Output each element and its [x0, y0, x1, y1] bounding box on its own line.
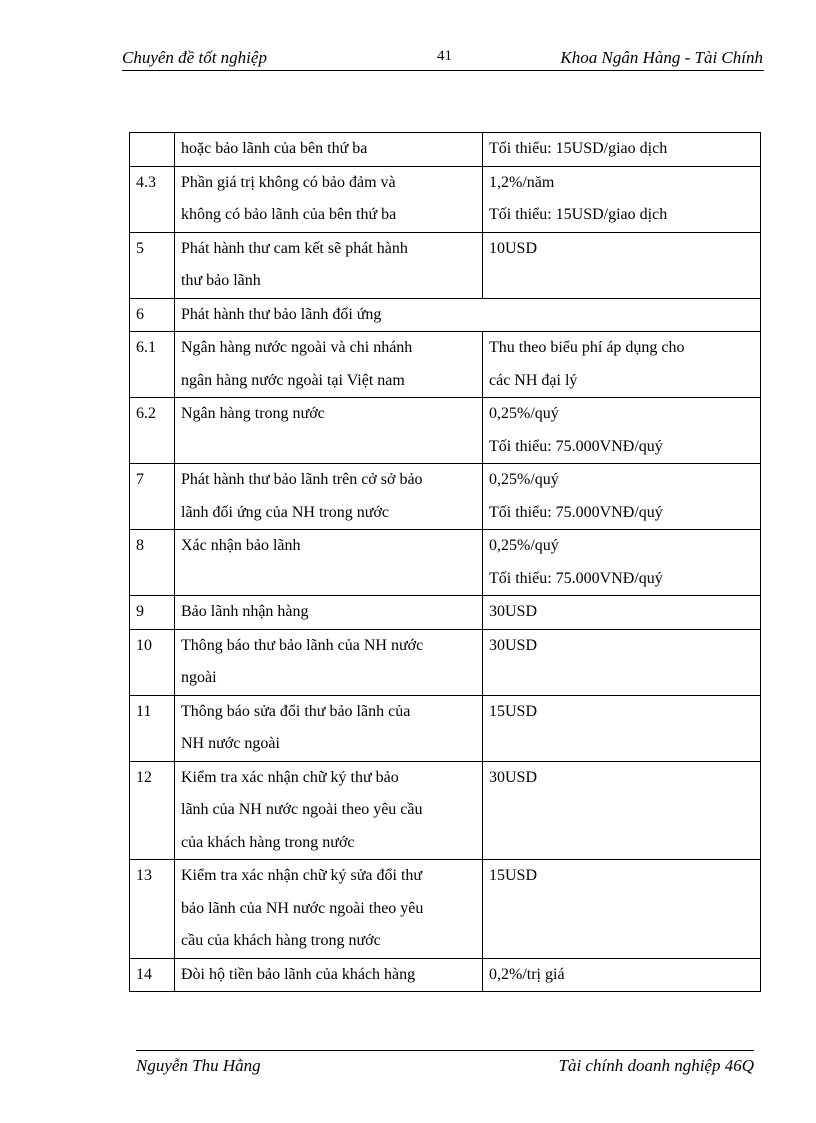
fee-line: 30USD [489, 603, 538, 620]
fee-table-body [130, 133, 761, 992]
description-line: Phát hành thư bảo lãnh trên cở sở bảo [181, 471, 423, 488]
row-number: 11 [130, 695, 175, 761]
description-line: Thông báo sửa đổi thư bảo lãnh của [181, 702, 411, 720]
service-description [175, 629, 483, 695]
description-line: Thông báo thư bảo lãnh của NH nước [181, 636, 424, 654]
fee-line: Tối thiểu: 15USD/giao dịch [489, 206, 668, 223]
description-line: Kiểm tra xác nhận chữ ký sửa đổi thư [181, 867, 423, 884]
fee-value [483, 232, 761, 298]
fee-value [483, 332, 761, 398]
row-number: 9 [130, 596, 175, 630]
fee-line: 1,2%/năm [489, 173, 555, 191]
row-number: 12 [130, 761, 175, 860]
fee-value [483, 166, 761, 232]
table-row [130, 133, 761, 167]
fee-value [483, 464, 761, 530]
header-document-title: Chuyên đề tốt nghiệp [122, 48, 267, 67]
description-line: Bảo lãnh nhận hàng [181, 603, 309, 620]
table-row [130, 860, 761, 959]
service-description [175, 464, 483, 530]
row-number: 5 [130, 232, 175, 298]
service-description [175, 695, 483, 761]
row-number: 10 [130, 629, 175, 695]
fee-line: Tối thiểu: 15USD/giao dịch [489, 140, 668, 157]
fee-line: 30USD [489, 636, 538, 654]
row-number: 14 [130, 958, 175, 992]
fee-value [483, 596, 761, 630]
table-row [130, 958, 761, 992]
page-footer [136, 1056, 754, 1078]
description-line: Ngân hàng nước ngoài và chi nhánh [181, 339, 413, 356]
page-number: 41 [437, 48, 452, 64]
table-row [130, 629, 761, 695]
row-number: 4.3 [130, 166, 175, 232]
service-description [175, 860, 483, 959]
fee-line: 30USD [489, 768, 538, 786]
fee-value [483, 629, 761, 695]
description-line: thư bảo lãnh [181, 272, 261, 289]
service-description [175, 166, 483, 232]
description-line: Phát hành thư cam kết sẽ phát hành [181, 239, 408, 257]
description-line: Ngân hàng trong nước [181, 405, 325, 422]
service-description [175, 398, 483, 464]
service-description [175, 596, 483, 630]
fee-line: Tối thiểu: 75.000VNĐ/quý [489, 437, 663, 455]
description-line: Đòi hộ tiền bảo lãnh của khách hàng [181, 965, 416, 983]
fee-value [483, 133, 761, 167]
fee-line: 0,25%/quý [489, 537, 559, 554]
service-description [175, 298, 761, 332]
fee-line: 0,25%/quý [489, 471, 559, 488]
fee-line: 0,25%/quý [489, 405, 559, 422]
row-number: 6 [130, 298, 175, 332]
description-line: lãnh của NH nước ngoài theo yêu cầu [181, 801, 423, 818]
description-line: ngoài [181, 669, 217, 686]
fee-value [483, 530, 761, 596]
fee-value [483, 761, 761, 860]
table-row [130, 530, 761, 596]
page-header [122, 48, 763, 70]
fee-line: Thu theo biểu phí áp dụng cho [489, 339, 685, 356]
description-line: Xác nhận bảo lãnh [181, 537, 301, 554]
description-line: ngân hàng nước ngoài tại Việt nam [181, 371, 405, 389]
table-row [130, 332, 761, 398]
description-line: của khách hàng trong nước [181, 833, 355, 851]
table-row [130, 464, 761, 530]
service-description [175, 761, 483, 860]
service-description [175, 232, 483, 298]
table-row [130, 695, 761, 761]
row-number: 6.1 [130, 332, 175, 398]
footer-class: Tài chính doanh nghiệp 46Q [558, 1056, 754, 1075]
table-row [130, 298, 761, 332]
description-line: Kiểm tra xác nhận chữ ký thư bảo [181, 768, 399, 786]
description-line: NH nước ngoài [181, 735, 280, 752]
row-number: 13 [130, 860, 175, 959]
table-row [130, 232, 761, 298]
row-number: 8 [130, 530, 175, 596]
description-line: Phát hành thư bảo lãnh đối ứng [181, 305, 382, 323]
table-row [130, 166, 761, 232]
fee-line: 0,2%/trị giá [489, 965, 565, 983]
description-line: lãnh đối ứng của NH trong nước [181, 503, 389, 521]
table-row [130, 596, 761, 630]
description-line: hoặc bảo lãnh của bên thứ ba [181, 140, 368, 157]
fee-line: 10USD [489, 239, 538, 257]
fee-value [483, 695, 761, 761]
description-line: Phần giá trị không có bảo đảm và [181, 173, 396, 191]
row-number [130, 133, 175, 167]
fee-line: Tối thiểu: 75.000VNĐ/quý [489, 503, 663, 521]
fee-value [483, 398, 761, 464]
fee-value [483, 860, 761, 959]
description-line: cầu của khách hàng trong nước [181, 932, 381, 949]
fee-line: 15USD [489, 867, 538, 884]
row-number: 7 [130, 464, 175, 530]
table-row [130, 761, 761, 860]
fee-line: các NH đại lý [489, 371, 578, 389]
row-number: 6.2 [130, 398, 175, 464]
description-line: không có bảo lãnh của bên thứ ba [181, 206, 397, 223]
service-description [175, 530, 483, 596]
header-divider [122, 70, 764, 71]
fee-line: 15USD [489, 702, 538, 720]
service-description [175, 133, 483, 167]
fee-value [483, 958, 761, 992]
fee-line: Tối thiểu: 75.000VNĐ/quý [489, 569, 663, 587]
fee-table [129, 132, 761, 992]
service-description [175, 332, 483, 398]
footer-divider [136, 1050, 754, 1051]
header-faculty: Khoa Ngân Hàng - Tài Chính [560, 48, 763, 67]
table-row [130, 398, 761, 464]
service-description [175, 958, 483, 992]
description-line: bảo lãnh của NH nước ngoài theo yêu [181, 899, 424, 917]
footer-author: Nguyễn Thu Hằng [136, 1056, 261, 1075]
